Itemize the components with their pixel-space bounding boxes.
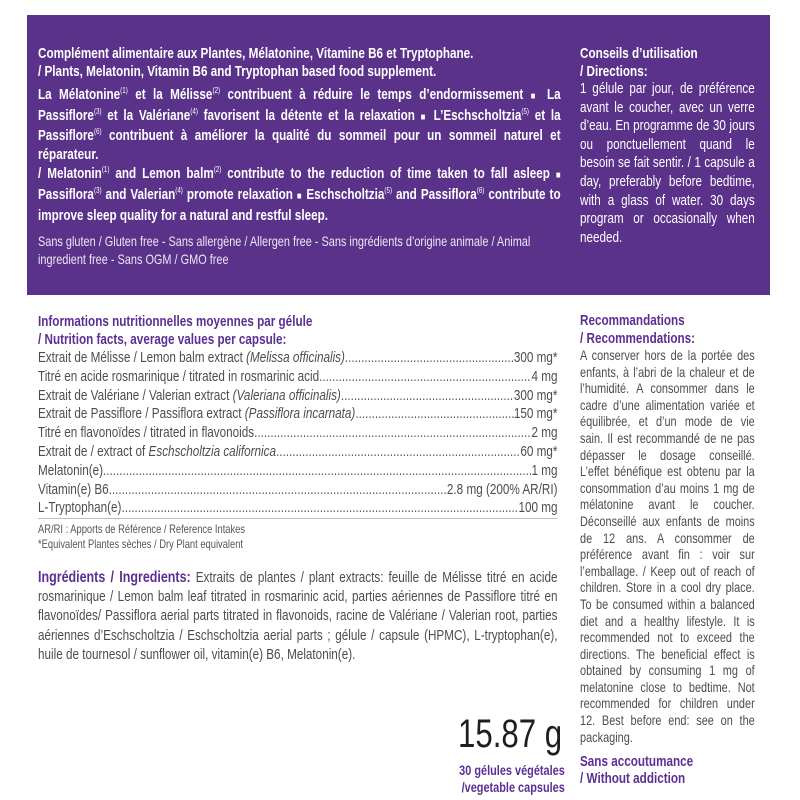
product-title-fr: Complément alimentaire aux Plantes, Mélatonine, Vitamine B6 et Tryptophane. xyxy=(38,45,474,62)
claim-text: Passiflora xyxy=(38,186,94,203)
product-description xyxy=(38,45,561,268)
nutrient-label xyxy=(38,405,355,424)
nutrition-title-en: / Nutrition facts, average values per capsule: xyxy=(38,331,287,348)
nutrition-title-fr: Informations nutritionnelles moyennes par gélule xyxy=(38,313,313,330)
claims-en xyxy=(38,164,561,225)
nutrient-name: Extrait de Passiflore / Passiflora extract xyxy=(38,405,245,423)
nutrient-value: 100 mg xyxy=(518,499,558,517)
nutrient-value: 60 mg* xyxy=(520,442,558,460)
nutrient-value: 2 mg xyxy=(531,424,558,442)
dot-leader xyxy=(121,499,518,518)
nutrient-latin-name: (Melissa officinalis) xyxy=(246,349,345,366)
claim-text: contribute to the reduction of time taken to fall asleep xyxy=(221,165,556,182)
nutrient-label xyxy=(38,424,254,443)
claim-text: and Lemon balm xyxy=(109,165,214,182)
nutrient-latin-name: Eschscholtzia californica xyxy=(148,442,277,460)
claim-text: et la Mélisse xyxy=(127,86,213,103)
nutrient-name: L-Tryptophan(e) xyxy=(38,499,122,517)
nutrient-name: Extrait de Valériane / Valerian extract xyxy=(38,386,233,404)
claim-text: promote relaxation xyxy=(182,186,297,203)
dot-leader xyxy=(103,462,531,481)
ingredients-section xyxy=(38,568,557,664)
nutrient-label xyxy=(38,368,319,387)
nutrient-label xyxy=(38,387,341,406)
claim-text: and Passiflora xyxy=(392,186,477,203)
recommendations-text: A conserver hors de la portée des enfants, à l’abri de la chaleur et de l’humidité. A consommer dans le cadre d’une alimentation variée et équilibrée, et d’un mode de vie sain. Il est recommandé de ne pas dépasser le dosage conseillé. L’effet bénéfique est obtenu par la consommation d’au moins 1 mg de mélatonine avant le coucher. Déconseillé aux enfants de moins de 12 ans. A consommer de préférence avant fin : voir sur l’emballage. / Keep out of reach of children. Store in a cool dry place. To be consumed within a balanced diet and a healthy lifestyle. It is recommended not to exceed the directions. The beneficial effect is obtained by consuming 1 mg of melatonine close to bedtime. Not recommended for children under 12. Best before end: see on the packaging. xyxy=(580,347,755,745)
free-from-text: Sans gluten / Gluten free - Sans allergène / Allergen free - Sans ingrédients d’origine animale / Animal ingredient free - Sans OGM / GMO free xyxy=(38,233,531,267)
claim-text: et la Passiflore xyxy=(38,106,561,144)
nutrient-latin-name: (Valeriana officinalis) xyxy=(232,386,341,404)
nutrition-row xyxy=(38,368,557,387)
footnote-ref: (2) xyxy=(213,165,222,174)
footnote-ref: (5) xyxy=(384,186,393,195)
nutrition-row xyxy=(38,405,557,424)
dot-leader xyxy=(109,481,447,500)
footnote-ref: (3) xyxy=(93,106,102,116)
reference-intakes-note: AR/RI : Apports de Référence / Reference Intakes xyxy=(38,522,246,537)
recommendations-section xyxy=(580,312,755,787)
claim-text: La Mélatonine xyxy=(38,86,121,103)
nutrient-name: Vitamin(e) B6 xyxy=(38,480,109,498)
nutrient-value: 150 mg* xyxy=(513,405,558,423)
footnote-ref: (3) xyxy=(93,186,102,195)
nutrient-name: Titré en flavonoïdes / titrated in flavonoids xyxy=(38,424,255,442)
nutrient-value: 300 mg* xyxy=(513,386,558,404)
dot-leader xyxy=(341,387,514,406)
capsule-count-fr: 30 gélules végétales xyxy=(459,762,565,778)
nutrient-value: 2.8 mg (200% AR/RI) xyxy=(446,480,558,498)
claim-text: contribute to improve sleep quality for a natural and restful sleep. xyxy=(38,186,561,224)
nutrient-name: Titré en acide rosmarinique / titrated in rosmarinic acid xyxy=(38,367,320,385)
nutrient-value: 300 mg* xyxy=(513,349,558,366)
dot-leader xyxy=(254,424,531,443)
nutrient-label xyxy=(38,462,103,481)
dot-leader xyxy=(276,443,520,462)
claim-text: La Passiflore xyxy=(38,86,561,124)
footnote-ref: (5) xyxy=(521,106,529,116)
bullet-square-icon: ■ xyxy=(530,91,540,102)
product-title-en: / Plants, Melatonin, Vitamin B6 and Tryptophan based food supplement. xyxy=(38,62,437,80)
footnote-ref: (1) xyxy=(101,165,110,174)
nutrient-label xyxy=(38,443,276,462)
directions-title-en: / Directions: xyxy=(580,62,648,80)
nutrient-name: Extrait de / extract of xyxy=(38,442,149,460)
nutrition-facts xyxy=(38,313,557,552)
bullet-square-icon: ■ xyxy=(420,111,428,123)
nutrition-row xyxy=(38,349,557,368)
recommendations-title-en: / Recommendations: xyxy=(580,329,696,347)
claim-text: contribuent à améliorer la qualité du sommeil pour un sommeil naturel et réparateur. xyxy=(38,127,561,163)
nutrient-label xyxy=(38,349,345,368)
claim-text: L’Eschscholtzia xyxy=(427,106,522,124)
claim-text: / Melatonin xyxy=(38,165,102,182)
bullet-square-icon: ■ xyxy=(296,191,303,202)
claim-text: favorisent la détente et la relaxation xyxy=(197,106,421,124)
footnote-ref: (1) xyxy=(120,86,128,95)
no-addiction-en: / Without addiction xyxy=(580,770,686,788)
dot-leader xyxy=(345,349,514,368)
nutrition-row xyxy=(38,481,557,500)
claim-text: and Valerian xyxy=(101,186,176,203)
nutrition-row xyxy=(38,424,557,443)
net-weight: 15.87 g xyxy=(458,712,563,756)
ingredients-title: Ingrédients / Ingredients: xyxy=(38,569,191,586)
nutrition-row xyxy=(38,499,557,519)
claims-fr xyxy=(38,86,561,164)
no-addiction-fr: Sans accoutumance xyxy=(580,753,694,771)
nutrient-value: 1 mg xyxy=(531,461,558,479)
nutrition-row xyxy=(38,462,557,481)
dot-leader xyxy=(355,405,514,424)
footnote-ref: (4) xyxy=(175,186,183,195)
capsule-count xyxy=(440,762,565,795)
claim-text: contribuent à réduire le temps d’endormissement xyxy=(220,86,531,103)
nutrient-value: 4 mg xyxy=(531,367,558,385)
dry-plant-note: *Equivalent Plantes sèches / Dry Plant equivalent xyxy=(38,537,244,552)
nutrition-row xyxy=(38,443,557,462)
nutrition-row xyxy=(38,387,557,406)
ingredients-text: Extraits de plantes / plant extracts: feuille de Mélisse titré en acide rosmarinique / Lemon balm leaf titrated in rosmarinic acid, parties aériennes de Passiflore titré en flavonoïdes/ Passiflora aerial parts titrated in flavonoids, racine de Valériane / Valerian root, parties aériennes d’Eschscholtzia / Eschscholtzia aerial parts ; gélule / capsule (HPMC), L-tryptophan(e), huile de tournesol / sunflower oil, vitamin(e) B6, Melatonin(e). xyxy=(38,569,558,663)
claim-text: et la Valériane xyxy=(101,106,191,124)
nutrient-label xyxy=(38,481,109,500)
nutrient-name: Melatonin(e) xyxy=(38,461,104,479)
bullet-square-icon: ■ xyxy=(555,170,561,181)
footnote-ref: (2) xyxy=(212,86,221,95)
footnote-ref: (6) xyxy=(476,186,485,195)
footnote-ref: (6) xyxy=(93,127,102,136)
directions-title-fr: Conseils d’utilisation xyxy=(580,45,698,62)
directions-section xyxy=(580,45,755,247)
dot-leader xyxy=(319,368,531,387)
claim-text: Eschscholtzia xyxy=(302,186,385,203)
footnote-ref: (4) xyxy=(190,106,198,116)
recommendations-title-fr: Recommandations xyxy=(580,312,685,329)
nutrient-label xyxy=(38,499,121,518)
directions-text: 1 gélule par jour, de préférence avant le coucher, avec un verre d’eau. En programme de 30 jours ou ponctuellement quand le besoin se fait sentir. / 1 capsule a day, preferably before bedtime, with a glass of water. 30 days program or occasionally when needed. xyxy=(580,80,755,246)
capsule-count-en: /vegetable capsules xyxy=(461,778,565,795)
nutrient-name: Extrait de Mélisse / Lemon balm extract xyxy=(38,349,247,366)
nutrient-latin-name: (Passiflora incarnata) xyxy=(244,405,356,423)
